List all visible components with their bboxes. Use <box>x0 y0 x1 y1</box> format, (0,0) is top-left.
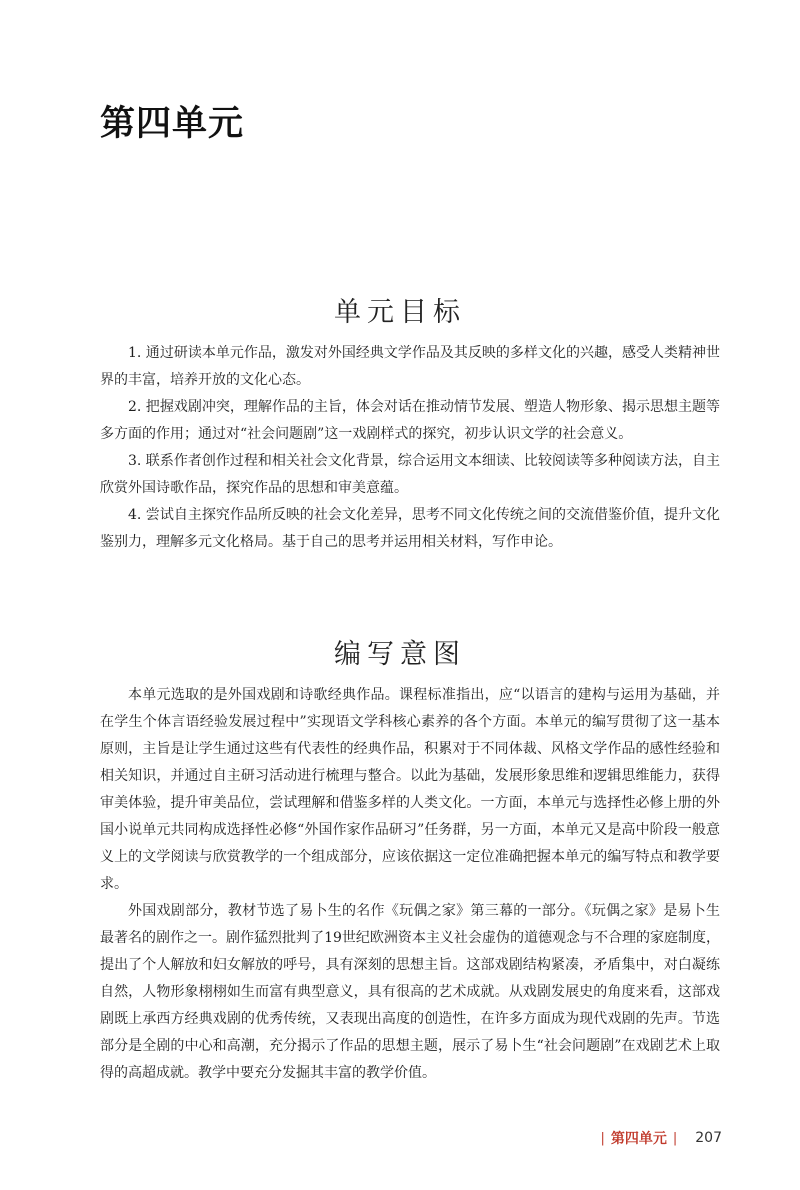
goal-item-2: 2. 把握戏剧冲突，理解作品的主旨，体会对话在推动情节发展、塑造人物形象、揭示思想主题等多方面的作用；通过对“社会问题剧”这一戏剧样式的探究，初步认识文学的社会意义。 <box>100 399 720 442</box>
page-footer <box>594 1128 722 1148</box>
intent-paragraph-2: 外国戏剧部分，教材节选了易卜生的名作《玩偶之家》第三幕的一部分。《玩偶之家》是易卜生最著名的剧作之一。剧作猛烈批判了19世纪欧洲资本主义社会虚伪的道德观念与不合理的家庭制度，提出了个人解放和妇女解放的呼号，具有深刻的思想主旨。这部戏剧结构紧凑，矛盾集中，对白凝练自然，人物形象栩栩如生而富有典型意义，具有很高的艺术成就。从戏剧发展史的角度来看，这部戏剧既上承西方经典戏剧的优秀传统，又表现出高度的创造性，在许多方面成为现代戏剧的先声。节选部分是全剧的中心和高潮，充分揭示了作品的思想主题，展示了易卜生“社会问题剧”在戏剧艺术上取得的高超成就。教学中要充分发掘其丰富的教学价值。 <box>100 903 720 1081</box>
footer-separator-right: | <box>672 1130 678 1146</box>
intent-body <box>100 682 720 1087</box>
intent-paragraph-1: 本单元选取的是外国戏剧和诗歌经典作品。课程标准指出，应“以语言的建构与运用为基础，并在学生个体言语经验发展过程中”实现语文学科核心素养的各个方面。本单元的编写贯彻了这一基本原则，主旨是让学生通过这些有代表性的经典作品，积累对于不同体裁、风格文学作品的感性经验和相关知识，并通过自主研习活动进行梳理与整合。以此为基础，发展形象思维和逻辑思维能力，获得审美体验，提升审美品位，尝试理解和借鉴多样的人类文化。一方面，本单元与选择性必修上册的外国小说单元共同构成选择性必修“外国作家作品研习”任务群，另一方面，本单元又是高中阶段一般意义上的文学阅读与欣赏教学的一个组成部分，应该依据这一定位准确把握本单元的编写特点和教学要求。 <box>100 687 720 892</box>
goals-list <box>100 340 720 556</box>
unit-title: 第四单元 <box>100 104 245 144</box>
footer-separator-left: | <box>600 1130 605 1146</box>
goals-heading: 单元目标 <box>334 297 466 328</box>
footer-unit-label: 第四单元 <box>610 1131 667 1147</box>
goal-item-4: 4. 尝试自主探究作品所反映的社会文化差异，思考不同文化传统之间的交流借鉴价值，提升文化鉴别力，理解多元文化格局。基于自己的思考并运用相关材料，写作申论。 <box>100 507 720 550</box>
intent-heading: 编写意图 <box>334 639 466 670</box>
goal-item-3: 3. 联系作者创作过程和相关社会文化背景，综合运用文本细读、比较阅读等多种阅读方法，自主欣赏外国诗歌作品，探究作品的思想和审美意蕴。 <box>100 453 720 496</box>
page-number: 207 <box>695 1130 722 1146</box>
goal-item-1: 1. 通过研读本单元作品，激发对外国经典文学作品及其反映的多样文化的兴趣，感受人类精神世界的丰富，培养开放的文化心态。 <box>100 345 720 388</box>
